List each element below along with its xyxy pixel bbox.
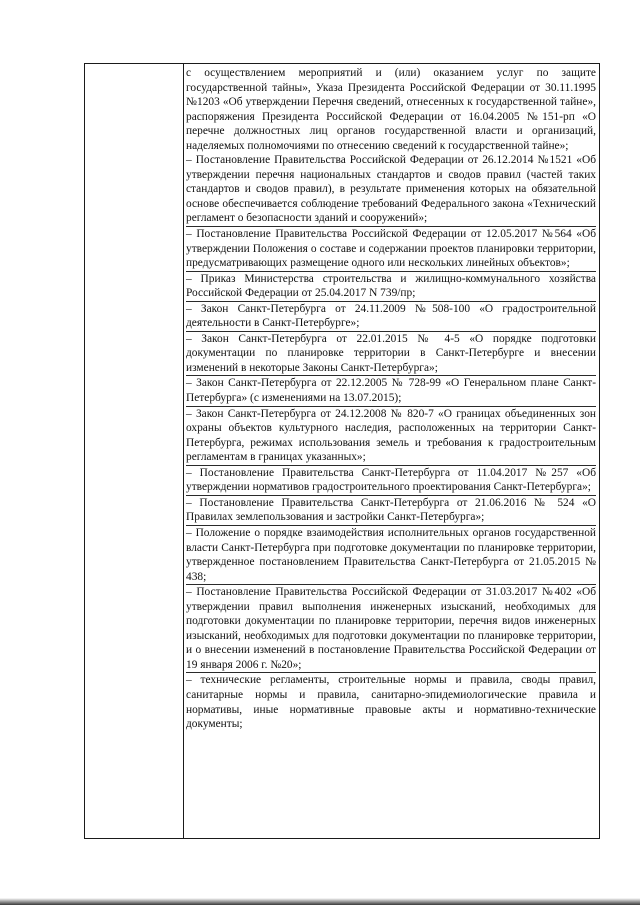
regulation-list [186, 153, 596, 731]
regulation-item: – Закон Санкт-Петербурга от 22.01.2015 № 4-5 «О порядке подготовки документации по планировке территории в Санкт-Петербурге и внесении изменений в некоторые Законы Санкт-Петербурга»; [186, 332, 596, 377]
column-divider [183, 64, 184, 838]
regulation-item: – Постановление Правительства Российской Федерации от 26.12.2014 №1521 «Об утверждении перечня национальных стандартов и сводов правил (частей таких стандартов и сводов правил), в результате применения которых на обязательной основе обеспечивается соблюдение требований Федерального закона «Технический регламент о безопасности зданий и сооружений»; [186, 153, 596, 227]
document-table [84, 63, 600, 839]
regulation-item: – Постановление Правительства Санкт-Петербурга от 21.06.2016 № 524 «О Правилах землепользования и застройки Санкт-Петербурга»; [186, 496, 596, 526]
regulation-item: – Приказ Министерства строительства и жилищно-коммунального хозяйства Российской Федерации от 25.04.2017 N 739/пр; [186, 272, 596, 302]
intro-paragraph: с осуществлением мероприятий и (или) оказанием услуг по защите государственной тайны», Указа Президента Российской Федерации от 30.11.1995 №1203 «Об утверждении Перечня сведений, отнесенных к государственной тайне», распоряжения Президента Российской Федерации от 16.04.2005 №151-рп «О перечне должностных лиц органов государственной власти и организаций, наделяемых полномочиями по отнесению сведений к государственной тайне»; [186, 67, 596, 152]
regulation-item: – технические регламенты, строительные нормы и правила, своды правил, санитарные нормы и правила, санитарно-эпидемиологические правила и нормативы, иные нормативные правовые акты и нормативно-технические документы; [186, 674, 596, 731]
regulation-item: – Постановление Правительства Российской Федерации от 31.03.2017 №402 «Об утверждении правил выполнения инженерных изысканий, необходимых для подготовки документации по планировке территории, перечня видов инженерных изысканий, необходимых для подготовки документации по планировке территории, и о внесении изменений в постановление Правительства Российской Федерации от 19 января 2006 г. №20»; [186, 585, 596, 673]
regulation-item: – Закон Санкт-Петербурга от 22.12.2005 № 728-99 «О Генеральном плане Санкт-Петербурга» (с изменениями на 13.07.2015); [186, 376, 596, 406]
regulation-item: – Постановление Правительства Санкт-Петербурга от 11.04.2017 №257 «Об утверждении нормативов градостроительного проектирования Санкт-Петербурга»; [186, 466, 596, 496]
regulation-item: – Постановление Правительства Российской Федерации от 12.05.2017 №564 «Об утверждении Положения о составе и содержании проектов планировки территории, предусматривающих размещение одного или нескольких линейных объектов»; [186, 227, 596, 272]
regulation-item: – Закон Санкт-Петербурга от 24.12.2008 № 820-7 «О границах объединенных зон охраны объектов культурного наследия, расположенных на территории Санкт-Петербурга, режимах использования земель и требования к градостроительным регламентам в границах указанных»; [186, 407, 596, 466]
regulation-item: – Положение о порядке взаимодействия исполнительных органов государственной власти Санкт-Петербурга при подготовке документации по планировке территории, утвержденное постановлением Правительства Санкт-Петербурга от 21.05.2015 № 438; [186, 526, 596, 585]
page-edge-shadow [0, 898, 640, 905]
regulation-item: – Закон Санкт-Петербурга от 24.11.2009 №508-100 «О градостроительной деятельности в Санкт-Петербурге»; [186, 302, 596, 332]
right-column [186, 66, 596, 732]
